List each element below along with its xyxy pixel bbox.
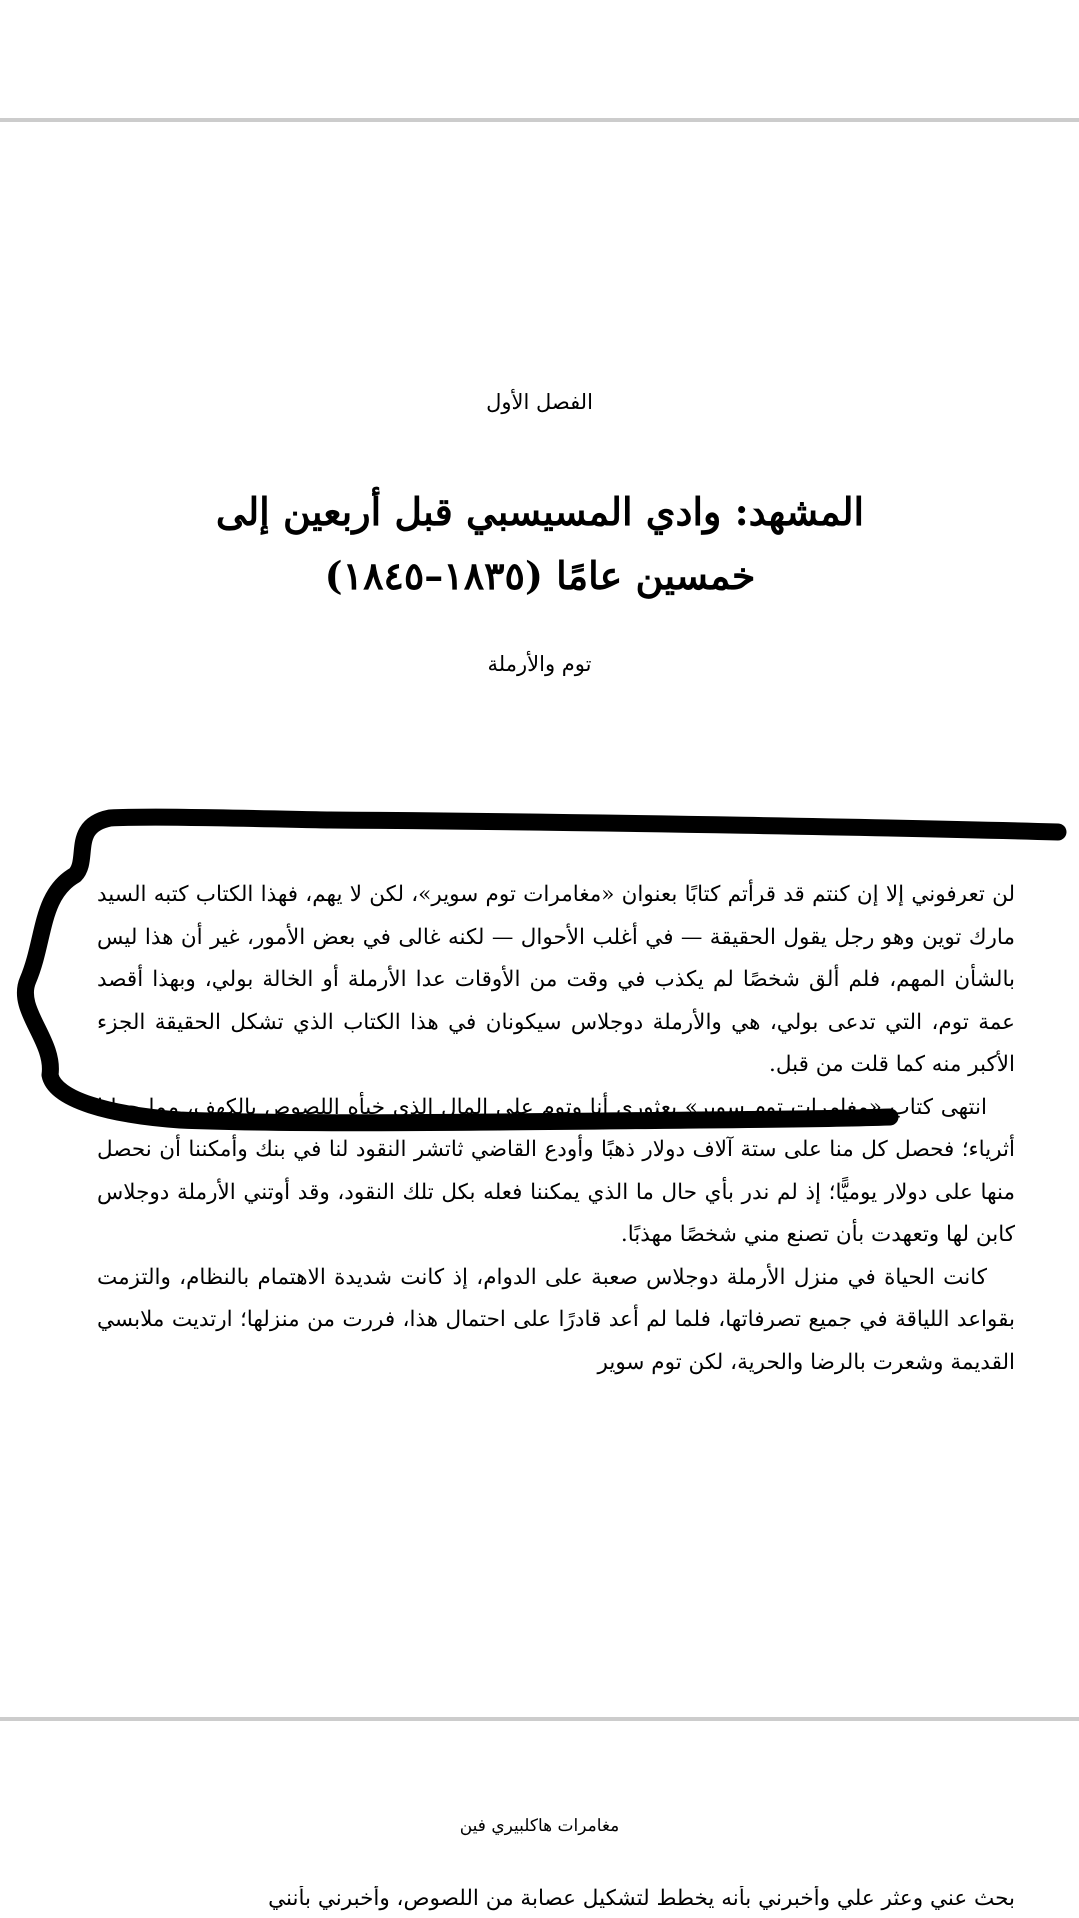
body-text xyxy=(97,874,1015,1384)
paragraph-1: لن تعرفوني إلا إن كنتم قد قرأتم كتابًا بعنوان «مغامرات توم سوير»، لكن لا يهم، فهذا الكتاب كتبه السيد مارك توين وهو رجل يقول الحقيقة — في أغلب الأحوال — لكنه غالى في بعض الأمور، غير أن هذا ليس بالشأن المهم، فلم ألق شخصًا لم يكذب في وقت من الأوقات عدا الأرملة أو الخالة بولي، وبهذا أقصد عمة توم، التي تدعى بولي، هي والأرملة دوجلاس سيكونان في هذا الكتاب الذي تشكل الحقيقة الجزء الأكبر منه كما قلت من قبل. xyxy=(97,882,1015,1077)
next-page-first-line: بحث عني وعثر علي وأخبرني بأنه يخطط لتشكيل عصابة من اللصوص، وأخبرني بأنني xyxy=(268,1886,1015,1911)
paragraph-2: انتهى كتاب «مغامرات توم سوير» بعثوري أنا وتوم على المال الذي خبأه اللصوص بالكهف، مما جعلنا أثرياء؛ فحصل كل منا على ستة آلاف دولار ذهبًا وأودع القاضي ثاتشر النقود لنا في بنك وأمكننا أن نحصل منها على دولار يوميًّا؛ إذ لم ندر بأي حال ما الذي يمكننا فعله بكل تلك النقود، وقد أوتني الأرملة دوجلاس كابن لها وتعهدت بأن تصنع مني شخصًا مهذبًا. xyxy=(97,1094,1015,1247)
chapter-label: الفصل الأول xyxy=(486,390,593,414)
chapter-title: المشهد: وادي المسيسبي قبل أربعين إلى خمسين عامًا (١٨٣٥–١٨٤٥) xyxy=(215,489,865,598)
section-title: توم والأرملة xyxy=(487,652,592,676)
next-page-preview xyxy=(0,1721,1079,1918)
book-page xyxy=(0,122,1079,1717)
paragraph-3: كانت الحياة في منزل الأرملة دوجلاس صعبة على الدوام، إذ كانت شديدة الاهتمام بالنظام، والتزمت بقواعد اللياقة في جميع تصرفاتها، فلما لم أعد قادرًا على احتمال هذا، فررت من منزلها؛ ارتديت ملابسي القديمة وشعرت بالرضا والحرية، لكن توم سوير xyxy=(97,1264,1015,1375)
running-head: مغامرات هاكلبيري فين xyxy=(459,1816,620,1836)
